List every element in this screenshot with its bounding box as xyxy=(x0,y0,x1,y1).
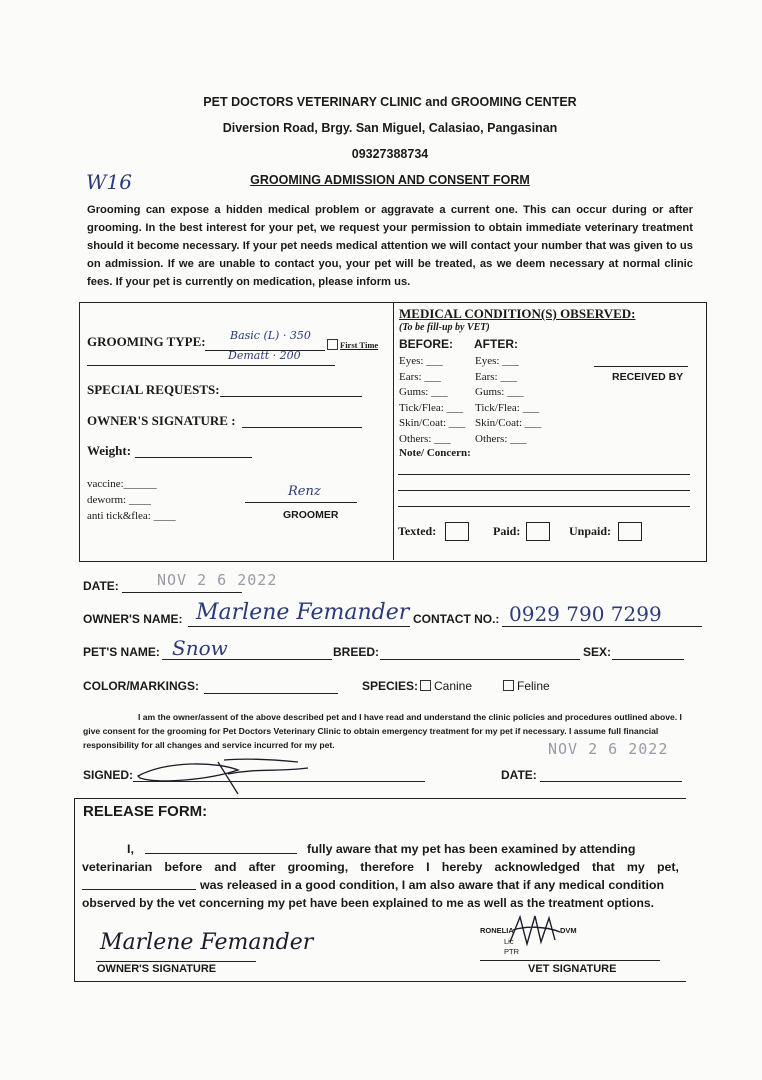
intro-paragraph: Grooming can expose a hidden medical problem or aggravate a current one. This can occur during or after grooming. In the best interest for your pet, we request your permission to obtain immediate veterinary treatment should it become necessary. If your pet needs medical attention we will contact your number that was given to us on admission. If we are unable to contact you, your pet will be treated, as we deem necessary at normal clinic fees. If your pet is currently on medication, please inform us. xyxy=(87,204,693,288)
before-label: BEFORE: xyxy=(399,337,453,351)
before-item: Tick/Flea: ___ xyxy=(399,401,464,414)
medical-title: MEDICAL CONDITION(S) OBSERVED: xyxy=(399,306,636,321)
grooming-type-value-2: Dematt · 200 xyxy=(228,349,301,362)
grooming-type-line-2 xyxy=(87,365,335,366)
owner-name-value: Marlene Femander xyxy=(196,600,410,625)
note-label: Note/ Concern: xyxy=(399,447,471,459)
texted-checkbox[interactable] xyxy=(445,522,469,541)
after-item: Eyes: ___ xyxy=(475,355,519,367)
date-line xyxy=(122,592,242,593)
release-p1-rest: fully aware that my pet has been examined by attending xyxy=(307,842,636,856)
date-stamp: NOV 2 6 2022 xyxy=(157,571,278,589)
special-requests-label: SPECIAL REQUESTS: xyxy=(87,382,220,397)
color-line xyxy=(204,693,338,694)
before-item: Ears: ___ xyxy=(399,370,441,383)
owner-signature-label: OWNER'S SIGNATURE : xyxy=(87,413,236,428)
release-p1-start: I, xyxy=(127,842,134,856)
sex-label: SEX: xyxy=(583,645,612,659)
unpaid-checkbox[interactable] xyxy=(618,522,642,541)
release-pet-line xyxy=(82,889,196,890)
after-item: Ears: ___ xyxy=(475,370,517,383)
anti-tick-label: anti tick&flea: ____ xyxy=(87,510,176,522)
box-divider xyxy=(393,302,394,560)
owner-sig-line xyxy=(96,961,256,962)
after-label: AFTER: xyxy=(474,337,518,351)
vet-signature-scribble xyxy=(505,912,565,952)
breed-label: BREED: xyxy=(333,645,380,659)
release-p2: veterinarian before and after grooming, therefore I hereby acknowledged that my pet, xyxy=(82,860,679,874)
groomer-name: Renz xyxy=(288,484,321,499)
after-item: Skin/Coat: ___ xyxy=(475,417,542,430)
owner-signature-line xyxy=(242,427,362,428)
special-requests-line xyxy=(220,396,362,397)
vet-sig-line xyxy=(480,960,660,961)
consent-date-line xyxy=(540,781,682,782)
color-label: COLOR/MARKINGS: xyxy=(83,679,199,693)
owner-name-label: OWNER'S NAME: xyxy=(83,612,183,626)
clinic-phone: 09327388734 xyxy=(351,147,429,161)
feline-checkbox[interactable] xyxy=(503,680,514,691)
weight-line xyxy=(135,457,252,458)
deworm-label: deworm: ____ xyxy=(87,494,151,506)
vet-lic: Lic xyxy=(504,937,514,946)
species-feline[interactable] xyxy=(503,679,550,693)
consent-signature xyxy=(128,750,328,800)
feline-label: Feline xyxy=(517,679,550,693)
consent-date-stamp: NOV 2 6 2022 xyxy=(548,740,669,758)
release-p4: observed by the vet concerning my pet have been explained to me as well as the treatment options. xyxy=(82,896,654,910)
paid-label: Paid: xyxy=(493,524,521,538)
after-item: Gums: ___ xyxy=(475,386,524,399)
canine-checkbox[interactable] xyxy=(420,680,431,691)
owner-name-line xyxy=(188,626,410,627)
received-by-label: RECEIVED BY xyxy=(612,371,684,383)
contact-line xyxy=(502,626,702,627)
after-list xyxy=(475,354,541,448)
first-time-label: First Time xyxy=(340,340,379,350)
vet-suffix: DVM xyxy=(560,926,577,935)
form-title: GROOMING ADMISSION AND CONSENT FORM xyxy=(250,173,530,187)
clinic-name: PET DOCTORS VETERINARY CLINIC and GROOMING CENTER xyxy=(203,95,577,109)
groomer-line xyxy=(245,502,357,503)
owner-signature-label-release: OWNER'S SIGNATURE xyxy=(97,963,217,975)
consent-paragraph: I am the owner/assent of the above described pet and I have read and understand the clinic policies and procedures outlined above. I give consent for the grooming for Pet Doctors Veterinary Clinic to obtain emergency treatment for my pet if necessary. I assume full financial responsibility for all changes and service incurred for my pet. xyxy=(83,712,682,750)
vet-name: RONELIA xyxy=(480,926,514,935)
pet-name-value: Snow xyxy=(172,636,228,660)
note-line-2 xyxy=(398,490,690,491)
paid-checkbox[interactable] xyxy=(526,522,550,541)
date-label: DATE: xyxy=(83,579,119,593)
contact-label: CONTACT NO.: xyxy=(413,612,500,626)
received-by-line xyxy=(594,366,688,367)
grooming-type-value-1: Basic (L) · 350 xyxy=(230,329,311,342)
weight-label: Weight: xyxy=(87,443,132,458)
note-line-3 xyxy=(398,506,690,507)
sex-line xyxy=(612,659,684,660)
medical-subtitle: (To be fill-up by VET) xyxy=(399,322,490,333)
vaccine-label: vaccine:______ xyxy=(87,478,157,490)
vet-ptr: PTR xyxy=(504,947,519,956)
note-line-1 xyxy=(398,474,690,475)
signed-label: SIGNED: xyxy=(83,768,134,782)
species-label: SPECIES: xyxy=(362,679,419,693)
before-item: Eyes: ___ xyxy=(399,355,443,367)
before-item: Skin/Coat: ___ xyxy=(399,417,466,430)
contact-value: 0929 790 7299 xyxy=(509,602,662,626)
vet-signature-label: VET SIGNATURE xyxy=(528,963,617,975)
breed-line xyxy=(380,659,580,660)
consent-date-label: DATE: xyxy=(501,768,537,782)
first-time-checkbox[interactable] xyxy=(327,339,338,350)
margin-note: W16 xyxy=(86,170,133,194)
species-canine[interactable] xyxy=(420,679,472,693)
grooming-type-label: GROOMING TYPE: xyxy=(87,334,206,349)
release-title: RELEASE FORM: xyxy=(83,803,208,820)
release-name-line xyxy=(145,853,297,854)
clinic-address: Diversion Road, Brgy. San Miguel, Calasiao, Pangasinan xyxy=(222,121,558,135)
after-item: Tick/Flea: ___ xyxy=(475,401,540,414)
unpaid-label: Unpaid: xyxy=(569,524,612,538)
texted-label: Texted: xyxy=(398,524,437,538)
pet-name-label: PET'S NAME: xyxy=(83,645,160,659)
release-owner-signature: Marlene Femander xyxy=(100,930,314,955)
after-item: Others: ___ xyxy=(475,432,527,445)
release-p3: was released in a good condition, I am also aware that if any medical condition xyxy=(200,878,665,892)
before-item: Others: ___ xyxy=(399,432,451,445)
groomer-label: GROOMER xyxy=(283,509,339,521)
canine-label: Canine xyxy=(434,679,473,693)
before-item: Gums: ___ xyxy=(399,386,448,399)
before-list xyxy=(399,354,465,448)
